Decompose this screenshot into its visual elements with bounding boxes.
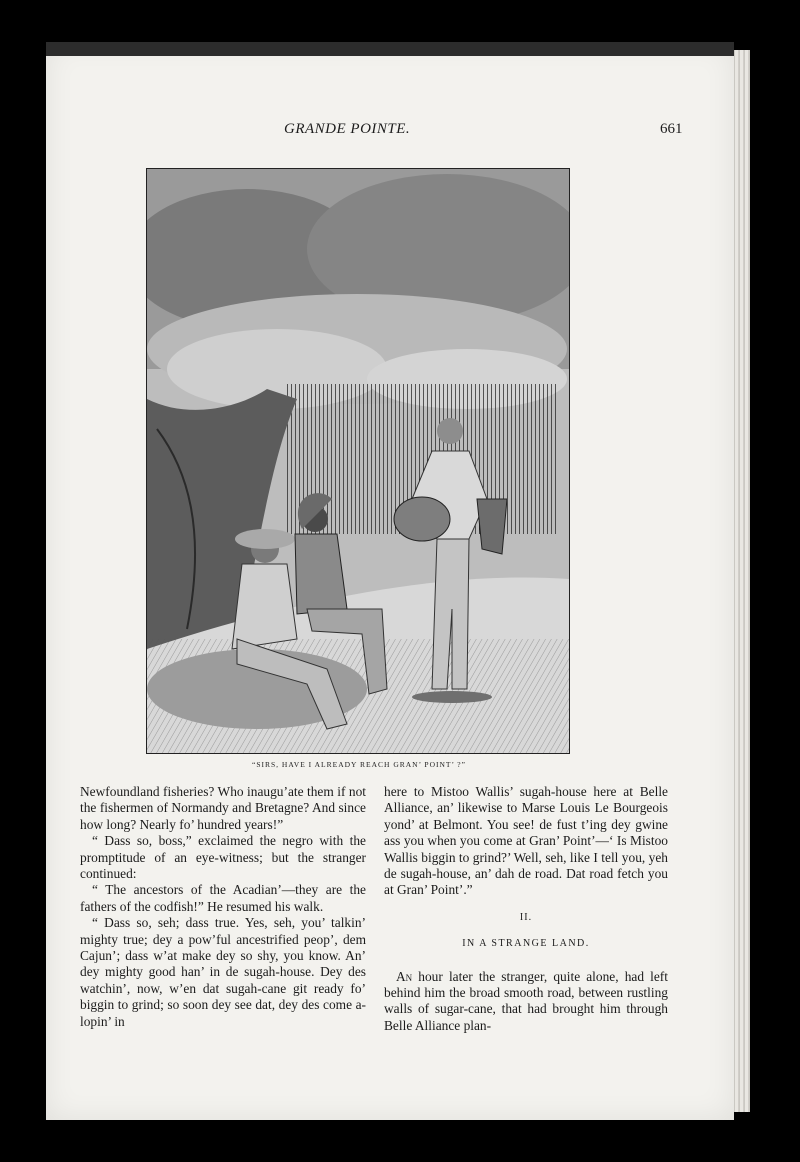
engraving-illustration [146, 168, 570, 754]
running-header: GRANDE POINTE. [284, 121, 411, 137]
left-column [80, 784, 366, 1030]
book-page [46, 42, 734, 1120]
paragraph: Newfoundland fisheries? Who inaugu’ate them if not the fishermen of Normandy and Bretagne? And since how long? Nearly fo’ hundred years!” [80, 784, 366, 832]
section-number: II. [519, 911, 533, 923]
page-number: 661 [660, 121, 683, 137]
section-opening-paragraph [384, 969, 668, 1035]
page-top-shadow [46, 42, 734, 56]
right-column [384, 784, 668, 1034]
paragraph-text: hour later the stranger, quite alone, had left behind him the broad smooth road, between rustling walls of sugar-cane, that had brought him through Belle Alliance plan- [384, 968, 668, 1033]
illustration-caption: “SIRS, HAVE I ALREADY REACH GRAN’ POINT’ ?” [252, 760, 466, 769]
engraving-drawing [147, 169, 569, 753]
paragraph: “ Dass so, boss,” exclaimed the negro with the promptitude of an eye-witness; but the stranger continued: [80, 833, 366, 882]
paragraph: “ Dass so, seh; dass true. Yes, seh, you’ talkin’ mighty true; dey a pow’ful ancestrified peop’, dem Cajun’; dass w’at make dey so shy, you know. An’ dey mighty good han’ in de sugah-house. Dey des watchin’, now, w’en dat sugah-cane git ready fo’ biggin to grind; so soon dey see dat, dey des come a-lopin’ in [80, 915, 366, 1029]
drop-word: An [396, 968, 413, 984]
paragraph: “ The ancestors of the Acadian’—they are the fathers of the codfish!” He resumed his walk. [80, 882, 366, 914]
section-title: IN A STRANGE LAND. [462, 938, 590, 950]
paragraph: here to Mistoo Wallis’ sugah-house here at Belle Alliance, an’ likewise to Marse Louis Le Bourgeois yond’ at Belmont. You see! de fust t’ing dey gwine ass you when you come at Gran’ Point’—‘ Is Mistoo Wallis biggin to grind?’ Well, seh, like I tell you, yeh de sugah-house, an’ dah de road. Dat road fetch you at Gran’ Point’.” [384, 784, 668, 898]
